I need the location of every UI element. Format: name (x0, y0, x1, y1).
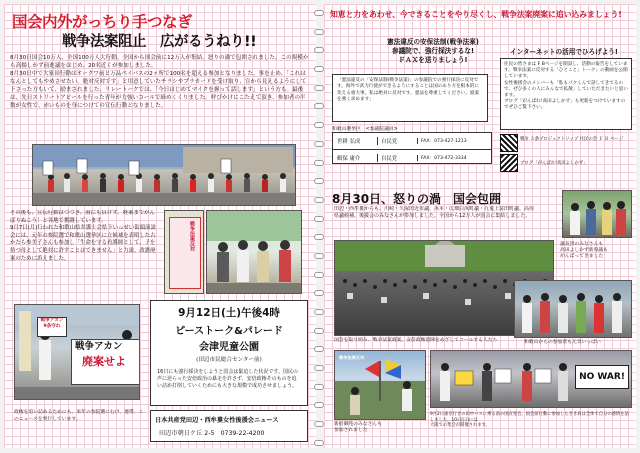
caption-e: 9月2日東京行きの田中バスに乗る前の国宣発音。国会前行動に参加したきき肩は全体で自分の感情を話しました。10日(日)には 大阪での集会が開催されます。 (430, 412, 629, 429)
banner-text-1: 戦争アカン (75, 341, 123, 352)
fax-message-box (332, 74, 488, 122)
blog-caption: ブログ「がんばれ!高田よしかず」 (520, 161, 588, 166)
internet-title: インターネットの活用でひろげよう! (510, 48, 618, 56)
banner-board (71, 339, 140, 385)
flag-sign: 戦争法案反対 (339, 355, 365, 360)
right-page (324, 4, 636, 448)
legislator-table (332, 132, 492, 164)
participants-illustration (515, 281, 632, 338)
wakayama-participants-photo (514, 280, 632, 338)
table-title: 和歌山選挙区 <参議院議員> (332, 127, 398, 132)
placard-photo (164, 210, 204, 294)
group-illustration (563, 191, 632, 238)
street-protest-photo (32, 144, 296, 206)
table-row (333, 150, 491, 165)
event-name: ピーストーク&パレード (175, 326, 283, 337)
fb-qr-code (500, 134, 518, 152)
publisher-box (150, 410, 308, 442)
table-row (333, 133, 491, 150)
fb-caption: 戦争 ３条プロジェクトリップ 住民の会 Ｆ Ｂ ページ (520, 137, 624, 142)
publisher-name: 日本共産党田辺・西牟婁女性後援会ニュース (155, 417, 279, 424)
caption-a: 議長団のみなさんも 高田よしかず新県議も がんばってきました (560, 242, 608, 259)
publisher-address: 田辺市朝日ケ丘 2-5 0739-22-4200 (159, 430, 265, 437)
banner-protest-photo (14, 304, 140, 400)
no-war-photo (430, 350, 632, 408)
right-headline: 知恵と力をあわせ、今できることをやり尽くし、戦争法案廃案に追い込みましょう! (330, 10, 622, 19)
left-mid-text: その後も、宣伝行動はつづき、雨にも負けず、廃案までがんばりぬこう！と各地で奮闘しています。 9月7日(月)行われた和歌山県弁護士会県下いっせい街頭演説会には、元年の参院選で和歌山選挙区に立候補を表明した古かたら参美子さんも参加し「生命を守る看護師として、子を持つ母として絶対に許すことはできません」と力説、改憲廃案のために訴えました。 (10, 210, 156, 262)
fax-message: 「憲法違反の「安保法制(戦争法案)」の参議院での強行採決に反対です。海外で武力行使ができるようにすることは国のあり方を根本的に変える重大事。私は絶対に反対です。憲法を尊重してください。廃案を強く求めます」 (337, 78, 480, 103)
event-place: 会津児童公園 (199, 342, 259, 353)
event-date: 9月12日(土)午後4時 (178, 307, 280, 319)
legislator-party: 自民党 (377, 137, 417, 145)
legislator-party: 自民党 (377, 154, 417, 162)
event-box (150, 300, 308, 406)
banner-text-2: 廃案せよ (82, 355, 126, 368)
left-title-line1: 国会内外がっちり手つなぎ (12, 13, 193, 31)
left-title-line2: 戦争法案阻止 広がるうねり!! (62, 34, 257, 50)
internet-box (500, 58, 632, 130)
legislator-fax: FAX：073-427-1213 (417, 138, 491, 144)
left-page (4, 4, 316, 448)
placard-text: 戦争法案反対 (189, 221, 195, 251)
caption-b: 国会を取り囲み、戦争法案廃案、安倍政権退陣をめざしてコールする人たち (334, 338, 498, 343)
blog-qr-code (500, 154, 518, 172)
legislator-name: 世耕 弘成 (337, 139, 361, 145)
internet-body: 住民の皆さまは F Bページを開設し、活動の報告をしています。戦争法案に反対する「ひとこと」トーク」の動画を公開しています。 女性後援会のメンバーも「私もパクくんで話してきてるので、ぜひ多くの人にみんなで拡散」していただきたいと思います。 ブログ「がんばれ!高田よしかず」も更新をつけていますのでぜひご覧下さい。 (504, 62, 628, 111)
protest-crowd-illustration (33, 145, 296, 206)
legislator-name: 鶴保 庸介 (337, 155, 361, 162)
shinjuku-gyoen-photo (334, 350, 426, 420)
speaker-group-photo (206, 210, 302, 294)
fax-title: 憲法違反の安保法制(戦争法案) 参議院で、強行採決するな! ＦＡＸを送りましょう! (387, 38, 479, 64)
section-title: 8月30日、怒りの渦 国会包囲 (332, 192, 502, 206)
section-body: 田辺・西牟婁からも、川崎・久保田近市議、浜本・広畑白浜町議・九鬼上富田町議、高垣県議候補、後援会のみなさんが参加しました。全国から12万人が国会に集結しました。 (334, 206, 534, 219)
shinjuku-illustration (335, 351, 426, 420)
legislator-fax: FAX：073-472-3334 (417, 155, 491, 161)
binder-spiral (314, 10, 324, 446)
group-photo (562, 190, 632, 238)
small-sign: 戦争アカン 9条守れ (37, 317, 67, 337)
event-description: 16日にも強行採決をしようと国会は緊迫した状況です。国民の声に逆らった安倍政治の暴走を許さず、安倍政権そのものを追い詰め打倒していくためにも大きな規模で成功させましょう。 (157, 369, 298, 389)
caption-d: 新宿御苑のみなさんも 参加されました (334, 422, 382, 433)
left-intro-text: 8月30日国会10万人、全国100万人大行動。全国から国会前に12万人が集結。怒りの渦で包囲されました。この規模から高揚しかず前進議をはじめ、20名近くが参加しました。 8月30日中で大家田行動はオークワ前と万品ペイパスの2ヶ所で100名を超える参加となりました。事を止め、「これはなんとしてもやめさせたい、絶対反対です」と用意していたチラシやプラカードを受け取り、宣から見えるようにして下さった方もいて、励まされました。リレートークでは、「今日はじめてマイクを握って話します」という方も。最後は、先日ストリートアピールを行った青年が力強いコールで締めくくりました。呼びかけにこたえて頂き、参加者の半数が女性で、赤いものを身につけての宣伝行動となりました。 (10, 55, 309, 109)
no-war-sign: NO WAR! (575, 365, 629, 389)
left-footer-note: 政権を追い詰めるためにも、来年の参院選にむけ、連帯、このニュースを発行しています。 (14, 410, 144, 422)
speaker-group-illustration (207, 211, 302, 294)
event-note: (田辺市民総合センター前) (196, 357, 262, 363)
caption-c: 和歌山からの参加者も元気いっぱい (524, 340, 601, 345)
